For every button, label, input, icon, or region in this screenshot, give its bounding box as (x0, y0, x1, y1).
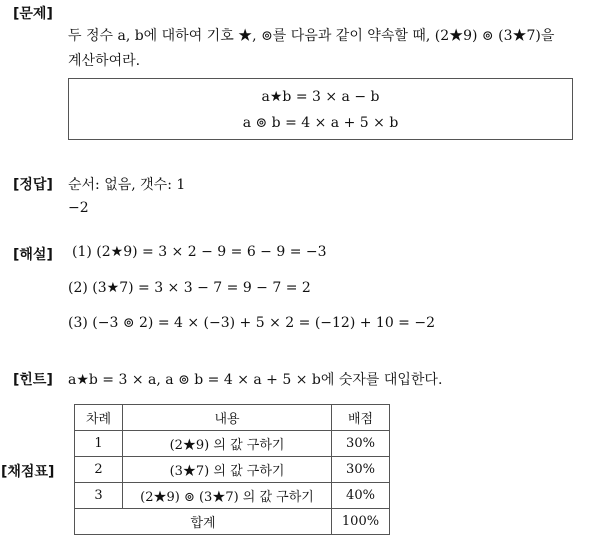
answer-label: [정답] (13, 177, 53, 193)
problem-label: [문제] (13, 6, 53, 22)
hint-text: a★b = 3 × a, a ⊚ b = 4 × a + 5 × b에 숫자를 대입한다. (68, 372, 443, 388)
header-content: 내용 (123, 405, 332, 431)
header-score: 배점 (332, 405, 390, 431)
problem-text-line1: 두 정수 a, b에 대하여 기호 ★, ⊚를 다음과 같이 약속할 때, (2★9) ⊚ (3★7)을 (68, 28, 555, 44)
scoring-label: [채점표] (1, 464, 55, 480)
row-order: 1 (75, 431, 123, 457)
answer-meta: 순서: 없음, 갯수: 1 (68, 177, 186, 193)
header-order: 차례 (75, 405, 123, 431)
hint-label: [힌트] (13, 372, 53, 388)
definition-star: a★b = 3 × a − b (261, 89, 380, 105)
table-row (75, 457, 390, 483)
table-total-row (75, 509, 390, 535)
scoring-table (74, 404, 390, 535)
answer-value: −2 (68, 200, 89, 216)
solution-step-2: (2) (3★7) = 3 × 3 − 7 = 9 − 7 = 2 (68, 280, 311, 296)
problem-text-line2: 계산하여라. (68, 53, 141, 69)
row-content: (3★7) 의 값 구하기 (123, 457, 332, 483)
row-order: 3 (75, 483, 123, 509)
table-header-row (75, 405, 390, 431)
table-row (75, 431, 390, 457)
solution-label: [해설] (13, 247, 53, 263)
row-score: 30% (332, 457, 390, 483)
total-score: 100% (332, 509, 390, 535)
row-content: (2★9) 의 값 구하기 (123, 431, 332, 457)
definition-box (68, 78, 573, 140)
row-content: (2★9) ⊚ (3★7) 의 값 구하기 (123, 483, 332, 509)
definition-circle: a ⊚ b = 4 × a + 5 × b (242, 115, 399, 131)
row-order: 2 (75, 457, 123, 483)
row-score: 30% (332, 431, 390, 457)
table-row (75, 483, 390, 509)
solution-step-1: (1) (2★9) = 3 × 2 − 9 = 6 − 9 = −3 (72, 244, 327, 260)
row-score: 40% (332, 483, 390, 509)
solution-step-3: (3) (−3 ⊚ 2) = 4 × (−3) + 5 × 2 = (−12) + 10 = −2 (68, 315, 436, 331)
total-label: 합계 (75, 509, 332, 535)
